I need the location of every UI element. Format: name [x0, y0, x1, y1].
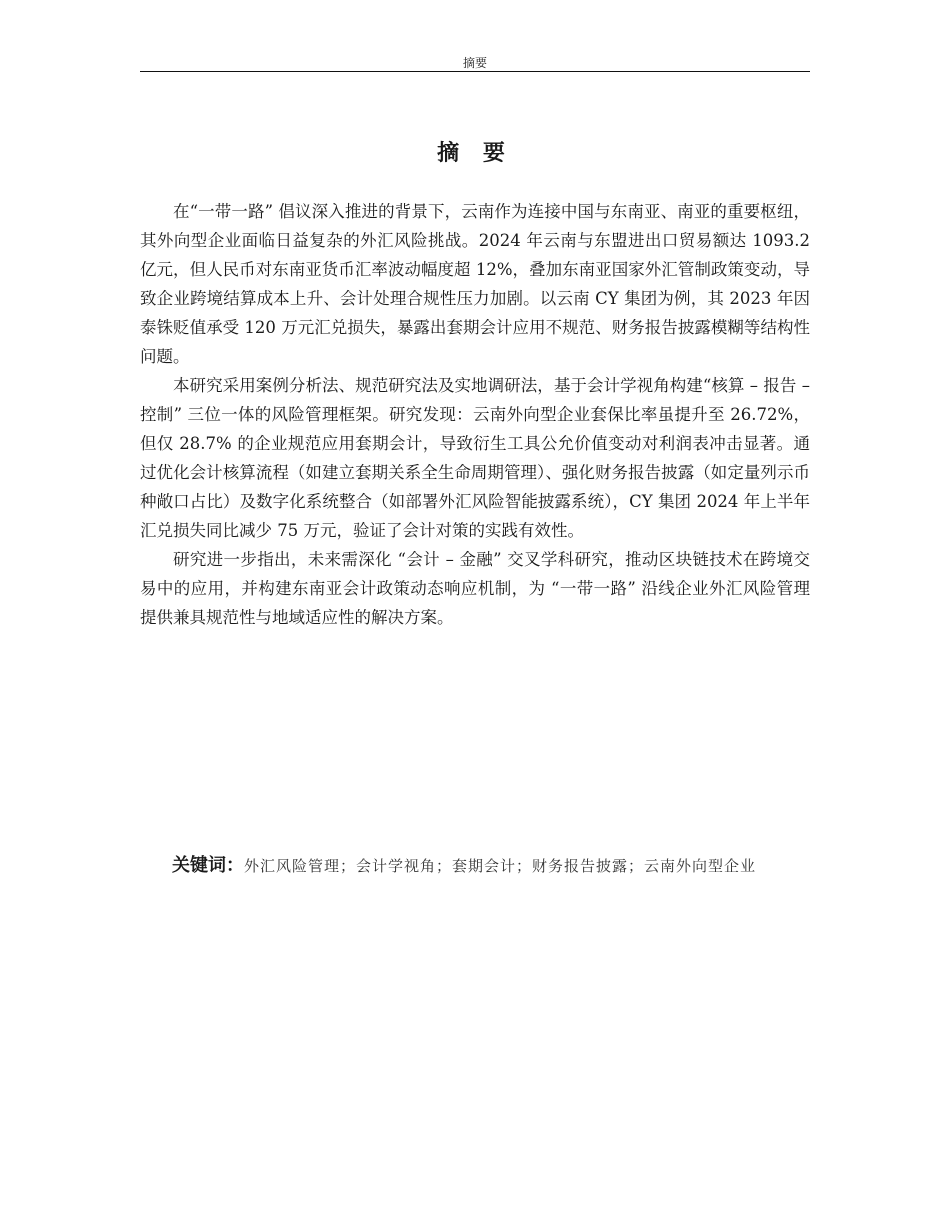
abstract-paragraph-1: 在“一带一路” 倡议深入推进的背景下，云南作为连接中国与东南亚、南亚的重要枢纽，其外向型企业面临日益复杂的外汇风险挑战。2024 年云南与东盟进出口贸易额达 1093.2 亿元，但人民币对东南亚货币汇率波动幅度超 12%，叠加东南亚国家外汇管制政策变动，导致企业跨境结算成本上升、会计处理合规性压力加剧。以云南 CY 集团为例，其 2023 年因泰铢贬值承受 120 万元汇兑损失，暴露出套期会计应用不规范、财务报告披露模糊等结构性问题。: [140, 202, 810, 366]
keywords-label: 关键词：: [172, 855, 244, 876]
keywords: [140, 850, 810, 882]
running-header: 摘要: [462, 56, 487, 70]
abstract-paragraph-2: 本研究采用案例分析法、规范研究法及实地调研法，基于会计学视角构建“核算 – 报告 – 控制” 三位一体的风险管理框架。研究发现：云南外向型企业套保比率虽提升至 26.72%，但仅 28.7% 的企业规范应用套期会计，导致衍生工具公允价值变动对利润表冲击显著。通过优化会计核算流程（如建立套期关系全生命周期管理）、强化财务报告披露（如定量列示币种敞口占比）及数字化系统整合（如部署外汇风险智能披露系统），CY 集团 2024 年上半年汇兑损失同比减少 75 万元，验证了会计对策的实践有效性。: [140, 376, 810, 540]
abstract-title: 摘 要: [437, 141, 513, 166]
header-rule: [140, 71, 810, 72]
abstract-body: [140, 197, 810, 632]
abstract-paragraph-3: 研究进一步指出，未来需深化 “会计 – 金融” 交叉学科研究，推动区块链技术在跨境交易中的应用，并构建东南亚会计政策动态响应机制，为 “一带一路” 沿线企业外汇风险管理提供兼具规范性与地域适应性的解决方案。: [140, 550, 810, 627]
keywords-text: 外汇风险管理；会计学视角；套期会计；财务报告披露；云南外向型企业: [244, 857, 757, 875]
document-page: [140, 0, 810, 1230]
